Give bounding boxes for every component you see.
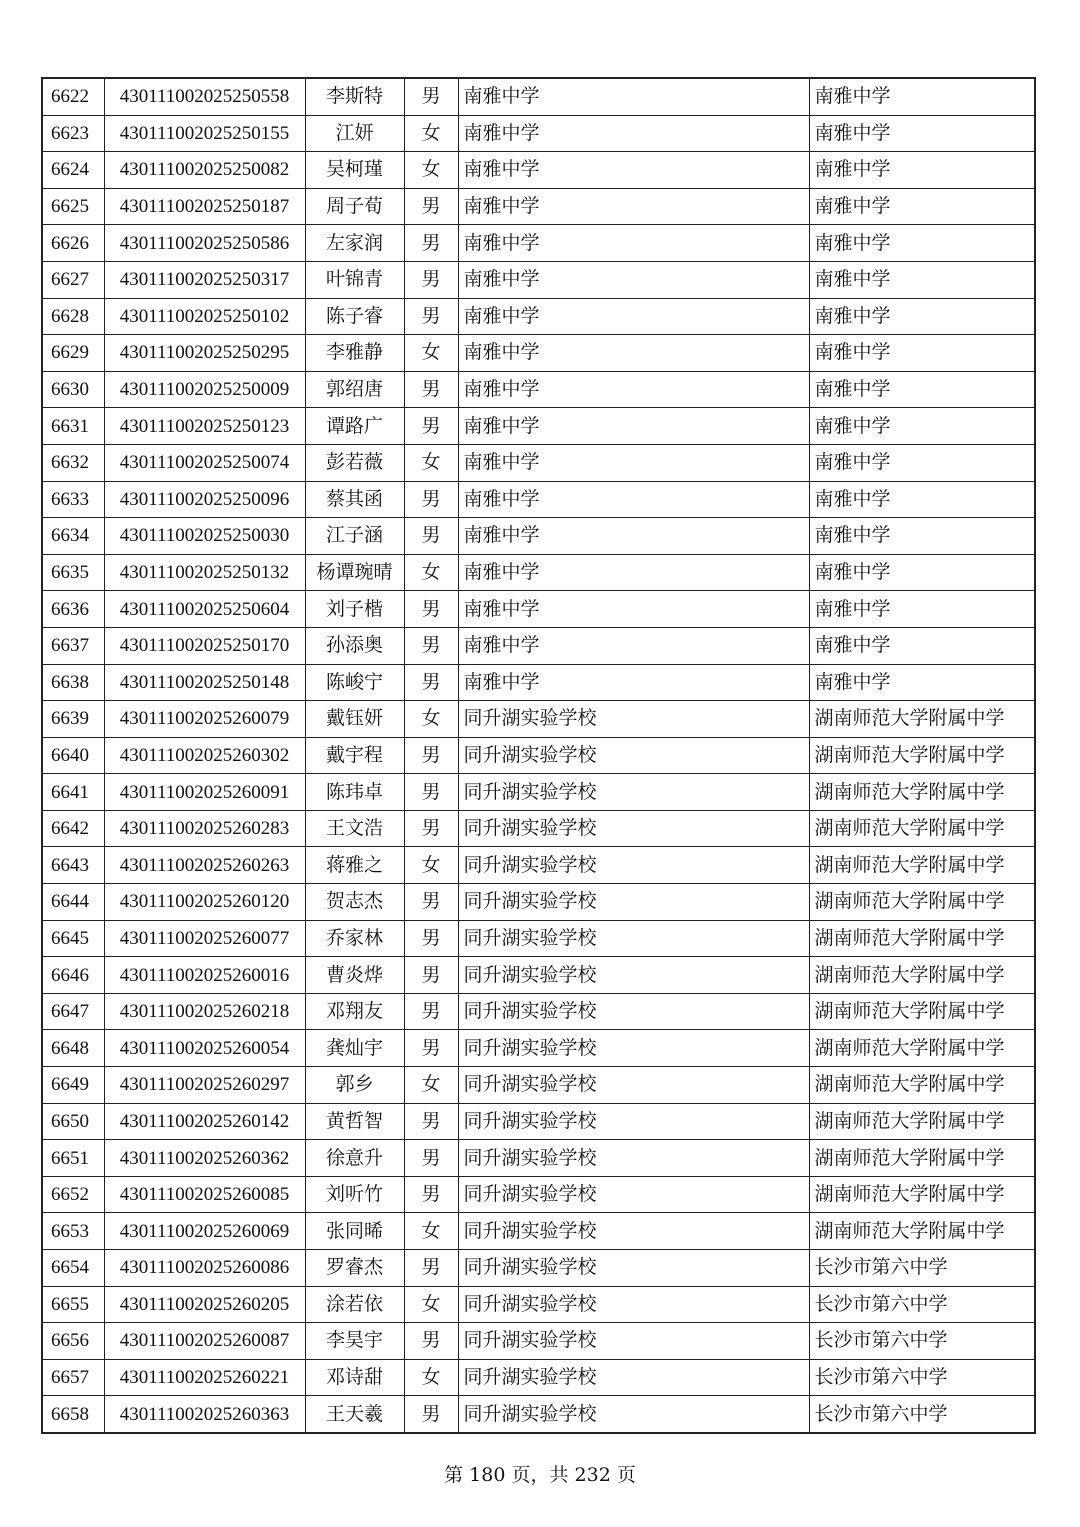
admitted-school-cell: 南雅中学 [809,481,1035,518]
student-id-cell: 430111002025260091 [104,774,305,811]
student-id-cell: 430111002025260205 [104,1286,305,1323]
row-number-cell: 6643 [42,847,104,884]
admission-table [41,77,1036,1434]
admitted-school-cell: 长沙市第六中学 [809,1396,1035,1433]
table-row [42,810,1035,847]
graduating-school-cell: 同升湖实验学校 [458,884,809,921]
student-name-cell: 贺志杰 [305,884,404,921]
row-number-cell: 6624 [42,152,104,189]
student-gender-cell: 男 [404,591,458,628]
row-number-cell: 6629 [42,335,104,372]
student-gender-cell: 男 [404,371,458,408]
admitted-school-cell: 湖南师范大学附属中学 [809,1103,1035,1140]
student-id-cell: 430111002025260016 [104,957,305,994]
student-id-cell: 430111002025260120 [104,884,305,921]
table-row [42,1286,1035,1323]
admitted-school-cell: 湖南师范大学附属中学 [809,884,1035,921]
table-row [42,1103,1035,1140]
admitted-school-cell: 湖南师范大学附属中学 [809,1176,1035,1213]
student-id-cell: 430111002025250170 [104,627,305,664]
table-row [42,554,1035,591]
student-id-cell: 430111002025250148 [104,664,305,701]
table-row [42,408,1035,445]
student-name-cell: 江妍 [305,115,404,152]
table-row [42,884,1035,921]
graduating-school-cell: 同升湖实验学校 [458,737,809,774]
table-row [42,1250,1035,1287]
graduating-school-cell: 南雅中学 [458,444,809,481]
table-row [42,957,1035,994]
table-row [42,518,1035,555]
graduating-school-cell: 同升湖实验学校 [458,701,809,738]
student-name-cell: 陈玮卓 [305,774,404,811]
student-name-cell: 郭乡 [305,1067,404,1104]
row-number-cell: 6658 [42,1396,104,1433]
student-name-cell: 彭若薇 [305,444,404,481]
admitted-school-cell: 湖南师范大学附属中学 [809,957,1035,994]
table-row [42,115,1035,152]
table-row [42,78,1035,115]
student-name-cell: 徐意升 [305,1140,404,1177]
graduating-school-cell: 同升湖实验学校 [458,1359,809,1396]
student-gender-cell: 男 [404,1103,458,1140]
table-row [42,261,1035,298]
table-row [42,444,1035,481]
table-row [42,335,1035,372]
admitted-school-cell: 南雅中学 [809,371,1035,408]
student-id-cell: 430111002025260297 [104,1067,305,1104]
student-id-cell: 430111002025260079 [104,701,305,738]
student-name-cell: 蒋雅之 [305,847,404,884]
graduating-school-cell: 南雅中学 [458,554,809,591]
row-number-cell: 6649 [42,1067,104,1104]
table-row [42,1140,1035,1177]
admitted-school-cell: 湖南师范大学附属中学 [809,701,1035,738]
table-row [42,627,1035,664]
student-gender-cell: 男 [404,408,458,445]
student-id-cell: 430111002025250187 [104,188,305,225]
admitted-school-cell: 湖南师范大学附属中学 [809,1067,1035,1104]
student-id-cell: 430111002025250030 [104,518,305,555]
row-number-cell: 6628 [42,298,104,335]
graduating-school-cell: 同升湖实验学校 [458,957,809,994]
row-number-cell: 6652 [42,1176,104,1213]
student-name-cell: 谭路广 [305,408,404,445]
admitted-school-cell: 南雅中学 [809,554,1035,591]
student-id-cell: 430111002025260087 [104,1323,305,1360]
row-number-cell: 6639 [42,701,104,738]
row-number-cell: 6654 [42,1250,104,1287]
table-row [42,1176,1035,1213]
admitted-school-cell: 长沙市第六中学 [809,1286,1035,1323]
student-gender-cell: 女 [404,1286,458,1323]
graduating-school-cell: 同升湖实验学校 [458,1140,809,1177]
row-number-cell: 6646 [42,957,104,994]
student-gender-cell: 男 [404,1396,458,1433]
student-id-cell: 430111002025250102 [104,298,305,335]
student-id-cell: 430111002025260283 [104,810,305,847]
student-gender-cell: 男 [404,481,458,518]
student-gender-cell: 女 [404,701,458,738]
row-number-cell: 6634 [42,518,104,555]
student-id-cell: 430111002025260221 [104,1359,305,1396]
student-name-cell: 乔家林 [305,920,404,957]
student-name-cell: 蔡其函 [305,481,404,518]
graduating-school-cell: 同升湖实验学校 [458,1286,809,1323]
student-name-cell: 叶锦青 [305,261,404,298]
row-number-cell: 6627 [42,261,104,298]
student-gender-cell: 男 [404,737,458,774]
student-name-cell: 刘子楷 [305,591,404,628]
student-gender-cell: 女 [404,335,458,372]
admitted-school-cell: 南雅中学 [809,627,1035,664]
student-gender-cell: 女 [404,847,458,884]
admitted-school-cell: 南雅中学 [809,664,1035,701]
admitted-school-cell: 南雅中学 [809,225,1035,262]
student-id-cell: 430111002025260077 [104,920,305,957]
admitted-school-cell: 湖南师范大学附属中学 [809,847,1035,884]
row-number-cell: 6644 [42,884,104,921]
student-id-cell: 430111002025250132 [104,554,305,591]
student-name-cell: 吴柯瑾 [305,152,404,189]
student-id-cell: 430111002025260302 [104,737,305,774]
row-number-cell: 6636 [42,591,104,628]
row-number-cell: 6641 [42,774,104,811]
admitted-school-cell: 南雅中学 [809,408,1035,445]
table-row [42,591,1035,628]
student-name-cell: 李斯特 [305,78,404,115]
student-gender-cell: 男 [404,298,458,335]
row-number-cell: 6655 [42,1286,104,1323]
graduating-school-cell: 南雅中学 [458,188,809,225]
student-id-cell: 430111002025250009 [104,371,305,408]
student-id-cell: 430111002025260142 [104,1103,305,1140]
admitted-school-cell: 南雅中学 [809,261,1035,298]
student-gender-cell: 男 [404,78,458,115]
admitted-school-cell: 湖南师范大学附属中学 [809,810,1035,847]
student-gender-cell: 男 [404,627,458,664]
graduating-school-cell: 南雅中学 [458,481,809,518]
table-row [42,847,1035,884]
student-gender-cell: 男 [404,1323,458,1360]
student-gender-cell: 男 [404,993,458,1030]
student-id-cell: 430111002025250558 [104,78,305,115]
student-gender-cell: 女 [404,1213,458,1250]
admitted-school-cell: 长沙市第六中学 [809,1359,1035,1396]
table-row [42,188,1035,225]
admitted-school-cell: 南雅中学 [809,298,1035,335]
graduating-school-cell: 南雅中学 [458,627,809,664]
student-id-cell: 430111002025250604 [104,591,305,628]
graduating-school-cell: 南雅中学 [458,664,809,701]
graduating-school-cell: 同升湖实验学校 [458,1067,809,1104]
row-number-cell: 6630 [42,371,104,408]
row-number-cell: 6623 [42,115,104,152]
row-number-cell: 6633 [42,481,104,518]
table-row [42,664,1035,701]
admitted-school-cell: 南雅中学 [809,115,1035,152]
student-name-cell: 邓翔友 [305,993,404,1030]
student-id-cell: 430111002025250317 [104,261,305,298]
table-row [42,1323,1035,1360]
graduating-school-cell: 同升湖实验学校 [458,810,809,847]
student-gender-cell: 男 [404,920,458,957]
student-name-cell: 王天羲 [305,1396,404,1433]
student-name-cell: 邓诗甜 [305,1359,404,1396]
admitted-school-cell: 湖南师范大学附属中学 [809,920,1035,957]
student-id-cell: 430111002025250586 [104,225,305,262]
student-name-cell: 陈子睿 [305,298,404,335]
student-id-cell: 430111002025260054 [104,1030,305,1067]
student-id-cell: 430111002025250096 [104,481,305,518]
table-row [42,152,1035,189]
graduating-school-cell: 南雅中学 [458,115,809,152]
admitted-school-cell: 南雅中学 [809,444,1035,481]
row-number-cell: 6647 [42,993,104,1030]
row-number-cell: 6650 [42,1103,104,1140]
row-number-cell: 6657 [42,1359,104,1396]
table-row [42,701,1035,738]
graduating-school-cell: 南雅中学 [458,591,809,628]
student-gender-cell: 女 [404,444,458,481]
table-row [42,1030,1035,1067]
student-id-cell: 430111002025260218 [104,993,305,1030]
admitted-school-cell: 南雅中学 [809,152,1035,189]
table-row [42,225,1035,262]
student-name-cell: 罗睿杰 [305,1250,404,1287]
student-id-cell: 430111002025260085 [104,1176,305,1213]
student-gender-cell: 男 [404,884,458,921]
student-id-cell: 430111002025250295 [104,335,305,372]
student-id-cell: 430111002025260086 [104,1250,305,1287]
student-name-cell: 孙添奥 [305,627,404,664]
table-row [42,371,1035,408]
student-gender-cell: 男 [404,810,458,847]
student-name-cell: 周子荀 [305,188,404,225]
graduating-school-cell: 同升湖实验学校 [458,1323,809,1360]
student-gender-cell: 男 [404,225,458,262]
student-gender-cell: 男 [404,261,458,298]
graduating-school-cell: 南雅中学 [458,335,809,372]
student-name-cell: 李昊宇 [305,1323,404,1360]
student-id-cell: 430111002025250082 [104,152,305,189]
admitted-school-cell: 湖南师范大学附属中学 [809,737,1035,774]
student-id-cell: 430111002025250123 [104,408,305,445]
table-row [42,1213,1035,1250]
admitted-school-cell: 湖南师范大学附属中学 [809,1030,1035,1067]
row-number-cell: 6642 [42,810,104,847]
student-name-cell: 黄哲智 [305,1103,404,1140]
graduating-school-cell: 南雅中学 [458,298,809,335]
row-number-cell: 6637 [42,627,104,664]
table-row [42,481,1035,518]
student-name-cell: 刘听竹 [305,1176,404,1213]
admitted-school-cell: 湖南师范大学附属中学 [809,774,1035,811]
page-footer: 第 180 页，共 232 页 [444,1464,636,1486]
student-gender-cell: 男 [404,1176,458,1213]
table-row [42,774,1035,811]
admitted-school-cell: 湖南师范大学附属中学 [809,1213,1035,1250]
row-number-cell: 6651 [42,1140,104,1177]
graduating-school-cell: 南雅中学 [458,408,809,445]
student-gender-cell: 男 [404,957,458,994]
admitted-school-cell: 湖南师范大学附属中学 [809,993,1035,1030]
student-gender-cell: 女 [404,115,458,152]
student-name-cell: 李雅静 [305,335,404,372]
student-name-cell: 张同晞 [305,1213,404,1250]
graduating-school-cell: 同升湖实验学校 [458,1396,809,1433]
graduating-school-cell: 同升湖实验学校 [458,774,809,811]
graduating-school-cell: 南雅中学 [458,261,809,298]
row-number-cell: 6632 [42,444,104,481]
graduating-school-cell: 南雅中学 [458,78,809,115]
student-name-cell: 江子涵 [305,518,404,555]
graduating-school-cell: 同升湖实验学校 [458,847,809,884]
student-id-cell: 430111002025260363 [104,1396,305,1433]
student-id-cell: 430111002025260069 [104,1213,305,1250]
row-number-cell: 6625 [42,188,104,225]
admitted-school-cell: 长沙市第六中学 [809,1323,1035,1360]
row-number-cell: 6638 [42,664,104,701]
table-row [42,1067,1035,1104]
student-gender-cell: 女 [404,1067,458,1104]
graduating-school-cell: 同升湖实验学校 [458,1213,809,1250]
graduating-school-cell: 同升湖实验学校 [458,1250,809,1287]
student-gender-cell: 女 [404,554,458,591]
graduating-school-cell: 同升湖实验学校 [458,1176,809,1213]
admitted-school-cell: 南雅中学 [809,591,1035,628]
student-name-cell: 杨谭琬晴 [305,554,404,591]
admitted-school-cell: 南雅中学 [809,188,1035,225]
admitted-school-cell: 南雅中学 [809,335,1035,372]
student-id-cell: 430111002025250155 [104,115,305,152]
table-row [42,993,1035,1030]
student-id-cell: 430111002025260263 [104,847,305,884]
table-body [42,78,1035,1433]
student-id-cell: 430111002025250074 [104,444,305,481]
row-number-cell: 6626 [42,225,104,262]
student-id-cell: 430111002025260362 [104,1140,305,1177]
graduating-school-cell: 同升湖实验学校 [458,993,809,1030]
student-gender-cell: 男 [404,1250,458,1287]
row-number-cell: 6640 [42,737,104,774]
student-gender-cell: 男 [404,188,458,225]
table-row [42,1396,1035,1433]
row-number-cell: 6631 [42,408,104,445]
table-row [42,298,1035,335]
row-number-cell: 6653 [42,1213,104,1250]
graduating-school-cell: 南雅中学 [458,371,809,408]
graduating-school-cell: 南雅中学 [458,152,809,189]
row-number-cell: 6645 [42,920,104,957]
table-row [42,737,1035,774]
row-number-cell: 6656 [42,1323,104,1360]
table-row [42,1359,1035,1396]
graduating-school-cell: 同升湖实验学校 [458,920,809,957]
student-name-cell: 涂若依 [305,1286,404,1323]
student-name-cell: 龚灿宇 [305,1030,404,1067]
student-name-cell: 戴钰妍 [305,701,404,738]
row-number-cell: 6648 [42,1030,104,1067]
admitted-school-cell: 湖南师范大学附属中学 [809,1140,1035,1177]
student-gender-cell: 女 [404,152,458,189]
student-name-cell: 左家润 [305,225,404,262]
admitted-school-cell: 南雅中学 [809,518,1035,555]
student-gender-cell: 男 [404,1140,458,1177]
row-number-cell: 6635 [42,554,104,591]
student-gender-cell: 男 [404,664,458,701]
student-gender-cell: 男 [404,1030,458,1067]
student-name-cell: 郭绍唐 [305,371,404,408]
table-row [42,920,1035,957]
student-gender-cell: 女 [404,1359,458,1396]
student-gender-cell: 男 [404,518,458,555]
graduating-school-cell: 同升湖实验学校 [458,1103,809,1140]
row-number-cell: 6622 [42,78,104,115]
student-name-cell: 戴宇程 [305,737,404,774]
graduating-school-cell: 南雅中学 [458,225,809,262]
student-gender-cell: 男 [404,774,458,811]
student-name-cell: 曹炎烨 [305,957,404,994]
student-name-cell: 王文浩 [305,810,404,847]
admitted-school-cell: 长沙市第六中学 [809,1250,1035,1287]
admitted-school-cell: 南雅中学 [809,78,1035,115]
graduating-school-cell: 南雅中学 [458,518,809,555]
student-name-cell: 陈峻宁 [305,664,404,701]
graduating-school-cell: 同升湖实验学校 [458,1030,809,1067]
